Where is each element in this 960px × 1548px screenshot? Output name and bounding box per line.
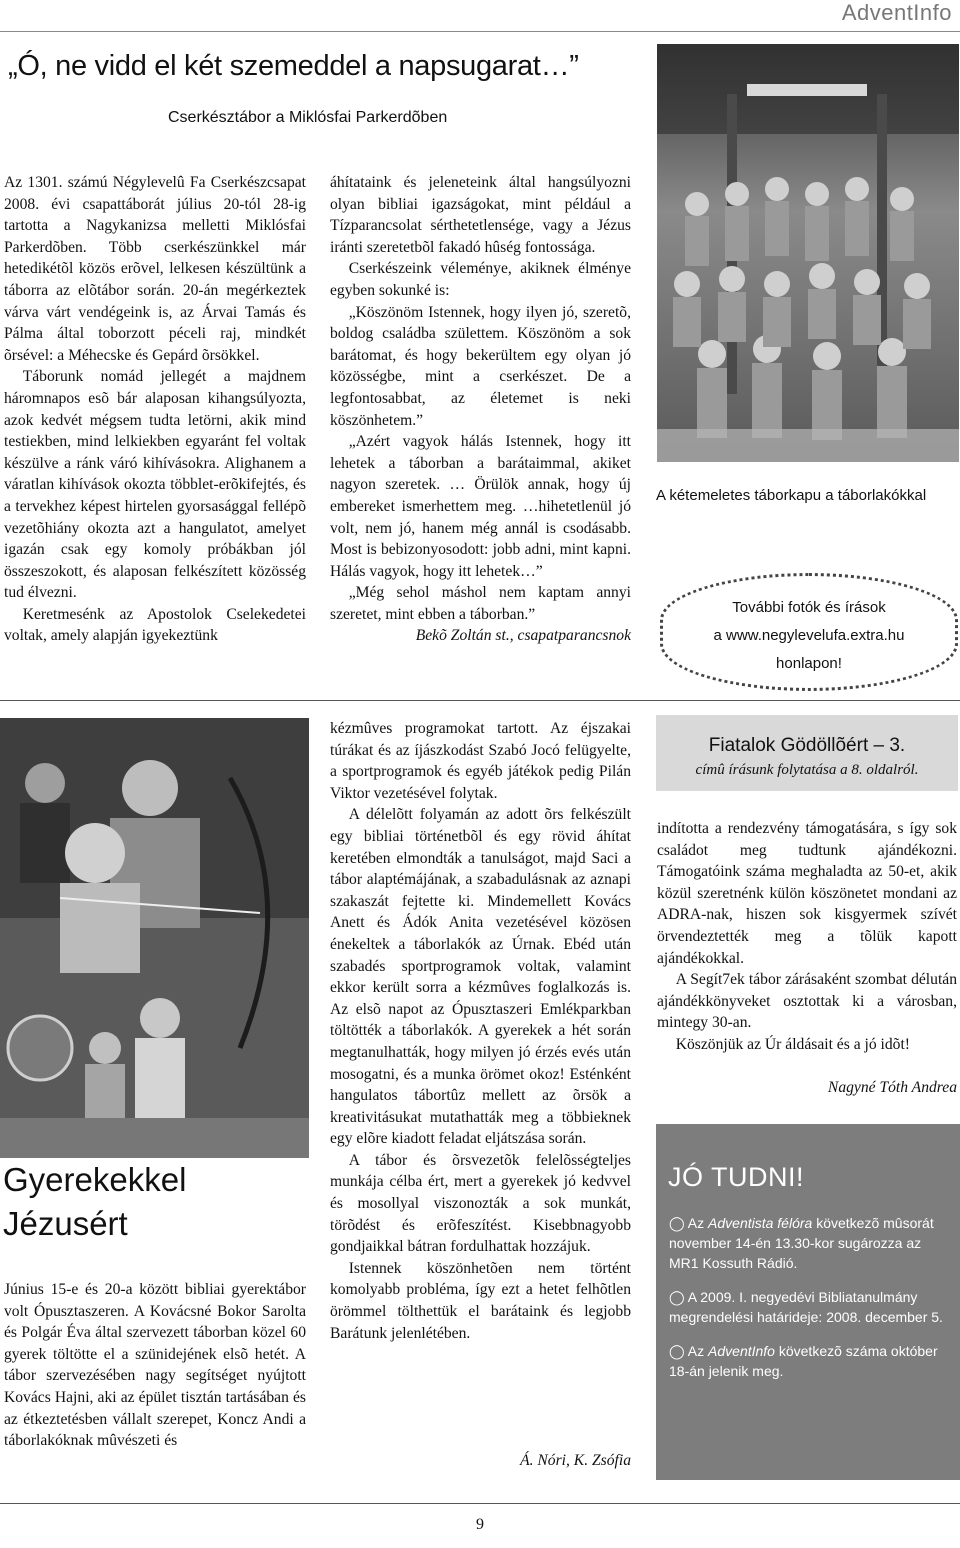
header-rule	[0, 31, 960, 32]
website-link[interactable]: a www.negylevelufa.extra.hu	[713, 627, 905, 644]
article1-column-2	[330, 172, 631, 647]
paragraph: áhítataink és jeleneteink által hangsúlyozni olyan bibliai igazságokat, mint például a Tízparancsolat sérthetetlensége, vagy a Jézus iránti szeretetbõl fakadó hûség fontossága.	[330, 174, 631, 256]
paragraph: A tábor és õrsvezetõk felelõsségteljes munkája célba ért, mert a gyerekek jó kedvvel és mosollyal viszonozták a sok munkát, törõdést és erõfeszítést. Kisebbnagyobb gondjaikkal bátran fordulhattak hozzájuk.	[330, 1151, 631, 1256]
info-item: ◯ Az Adventista félóra következõ mûsorát november 14-én 13.30-kor sugározza az MR1 Kossuth Rádió.	[669, 1215, 934, 1271]
info-box-title: JÓ TUDNI!	[668, 1162, 805, 1192]
paragraph: indította a rendezvény támogatására, s így sok családot meg tudtunk ajándékozni. Támogatóink száma meghaladta az 50-et, akik közül szeretnénk külön köszönetet mondani az ADRA-nak, hiszen sok kisgyermek szívét örvendeztették meg a tõlük kapott ajándékokkal.	[657, 820, 957, 967]
article2-column-1	[4, 1279, 306, 1452]
header-magazine-name: AdventInfo	[841, 0, 952, 25]
more-info-text	[660, 594, 958, 678]
article-subtitle: Cserkésztábor a Miklósfai Parkerdõben	[168, 109, 448, 126]
quote: „Még sehol máshol nem kaptam annyi szeretet, mint ebben a táborban.”	[330, 584, 631, 623]
article-title: „Ó, ne vidd el két szemeddel a napsugarat…”	[8, 50, 579, 82]
info-item: ◯ A 2009. I. negyedévi Bibliatanulmány megrendelési határideje: 2008. december 5.	[669, 1289, 943, 1325]
photo-caption: A kétemeletes táborkapu a táborlakókkal	[656, 487, 927, 504]
article2-column-2	[330, 718, 631, 1344]
article1-column-1	[4, 172, 306, 647]
paragraph: Június 15-e és 20-a között bibliai gyerektábor volt Ópusztaszeren. A Kovácsné Bokor Sarolta és Polgár Éva által szervezett táborban közel 60 gyerek töltötte el a szünidejének elsõ hetét. A tábor szervezésében nagy segítséget nyújtott Kovács Hajni, aki az épület tisztán tartásában és az étkeztetésben vállalt szerepet, Koncz Andi a táborlakóknak mûvészeti és	[4, 1281, 306, 1450]
section-divider	[0, 700, 960, 701]
info-box-list	[669, 1213, 951, 1395]
paragraph: Az 1301. számú Négylevelû Fa Cserkészcsapat 2008. évi csapattáborát július 20-tól 28-ig tartotta a Nagykanizsa melletti Miklósfai Parkerdõben. Több cserkészünkkel már hetedikétõl közös erõvel, lelkesen készültünk a táborra az elõtábor során. 20-án megérkeztek várva várt vendégeink is, az Árvai Tamás és Pálma által toborzott péceli raj, mindkét õrsével: a Méhecske és Gepárd õrsökkel.	[4, 174, 306, 364]
children-archery-photo	[0, 718, 309, 1158]
bullet-icon: ◯	[669, 1343, 688, 1359]
paragraph: Keretmesénk az Apostolok Cselekedetei voltak, amely alapján igyekeztünk	[4, 605, 306, 645]
continuation-title: Fiatalok Gödöllõért – 3.	[708, 735, 906, 756]
title-line: Jézusért	[3, 1205, 128, 1242]
paragraph: kézmûves programokat tartott. Az éjszakai túrákat és az íjászkodást Szabó Jocó felügyelte, a sportprogramok és egyéb játékok pedig Pilán Viktor vezetésével folytak.	[330, 720, 631, 802]
paragraph: Köszönjük az Úr áldásait és a jó idõt!	[675, 1035, 910, 1053]
quote: „Köszönöm Istennek, hogy ilyen jó, szeretõ, boldog családba születtem. Köszönöm a sok barátomat, és hogy bekerültem egy olyan jó közösségbe, mint a cserkészet. De a legfontosabbat, az életemet is neki köszönhetem.”	[330, 303, 631, 429]
page-number: 9	[476, 1516, 484, 1533]
bullet-icon: ◯	[669, 1289, 688, 1305]
info-item: ◯ Az AdventInfo következõ száma október 18-án jelenik meg.	[669, 1343, 938, 1379]
paragraph: A délelõtt folyamán az adott õrs felkészült egy bibliai történetbõl és egy rövid áhítat keretében elmondták a tanulságot, majd Saci a tábor alaptémájának, a szabadulásnak az aznapi szakaszát fejtette ki. Mindemellett Kovács Anett és Ádók Anita vezetésével közösen énekeltek a táborlakók az Úrnak. Ebéd után szabadés sportprogramok voltak, valamint ekkor került sorra a kézmûves foglalkozás is. Az elsõ napot az Ópusztaszeri Emlékparkban töltötték a táborlakók. A gyerekek a hét során megtanulhatták, hogy milyen jó érzés evés után mosogatni, és a munka örömet okoz! Esténként hangulatos tábortûz mellett az õrsök a kreativitásukat mutathatták meg a többieknek egy elõre kiadott feladat eljátszása során.	[330, 806, 631, 1148]
photo-drawing	[0, 718, 309, 1158]
continuation-note: címû írásunk folytatása a 8. oldalról.	[695, 762, 919, 778]
signature: Á. Nóri, K. Zsófia	[520, 1452, 631, 1469]
paragraph: Istennek köszönhetõen nem történt komolyabb probléma, így ezt a hetet felhõtlen örömmel tölthettük el barátaink és legjobb Barátunk jelenlétében.	[330, 1259, 631, 1342]
article3-body	[657, 818, 957, 1056]
paragraph: Cserkészeink véleménye, akiknek élménye egyben sokunké is:	[330, 260, 631, 299]
signature: Bekõ Zoltán st., csapatparancsnok	[415, 627, 631, 645]
article2-title	[3, 1158, 186, 1246]
signature: Nagyné Tóth Andrea	[827, 1079, 957, 1096]
paragraph: Táborunk nomád jellegét a majdnem háromnapos esõ bár alaposan kihangsúlyozta, azok kedvét mégsem tudta letörni, akik mind testiekben, mind lelkiekben egyaránt fel voltak készülve a ránk váró kihívásokra. Alighanem a váratlan kihívások okozta többlet-erõkifejtés, és a tervekhez képest hirtelen gyorsasággal fellépõ vezetõhiány okozta azt a hangulatot, amelyet igazán csak egy komoly próbákban jól összeszokott, és alaposan felkészített közösség tud élvezni.	[4, 368, 306, 602]
title-line: Gyerekekkel	[3, 1161, 187, 1198]
bullet-icon: ◯	[669, 1215, 688, 1231]
more-info-line: honlapon!	[776, 655, 842, 672]
more-info-line: További fotók és írások	[732, 599, 886, 616]
paragraph: A Segít7ek tábor zárásaként szombat délután ajándékkönyveket osztottak ki a városban, mintegy 30-an.	[657, 971, 957, 1032]
photo-drawing	[657, 44, 959, 462]
quote: „Azért vagyok hálás Istennek, hogy itt lehetek a táborban a barátaimmal, akiket nagyon szeretek. … Örülök annak, hogy új embereket ismerhettem meg. …hihetetlenül jó volt, nem jó, hanem még annál is csodásabb. Most is bebizonyosodott: jobb adni, mint kapni. Hálás vagyok, hogy itt lehetek…”	[330, 433, 631, 580]
scout-camp-group-photo	[657, 44, 959, 462]
footer-rule	[0, 1503, 960, 1504]
